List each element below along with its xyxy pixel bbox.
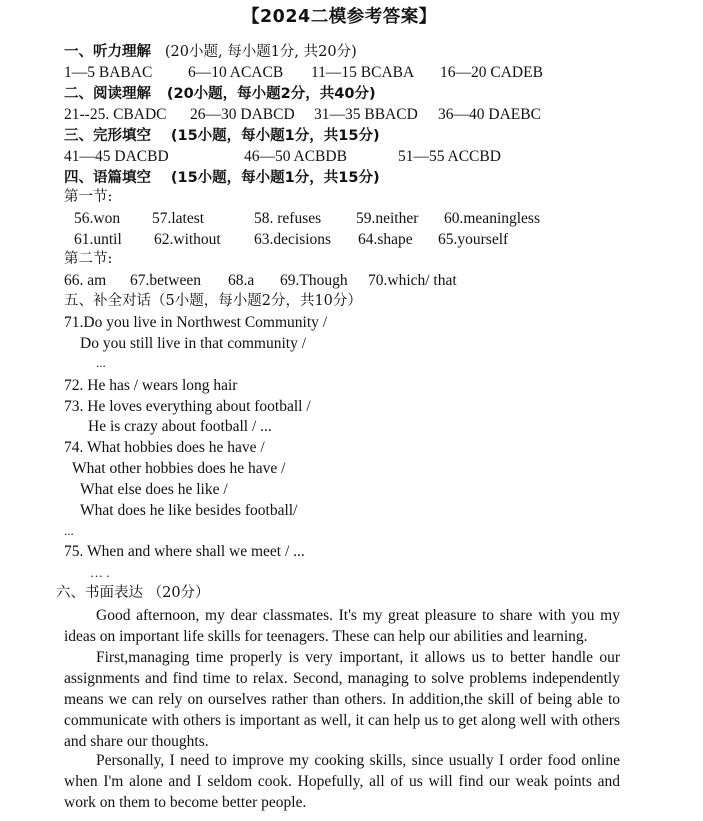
section-heading: 五、补全对话（5小题，每小题2分，共10分） <box>64 293 362 309</box>
section-heading: 三、完形填空 <box>64 128 151 144</box>
answer-item: 70.which/ that <box>368 272 457 289</box>
answer-group: 51—55 ACCBD <box>398 148 501 165</box>
section-heading: 六、书面表达 （20分） <box>56 585 210 601</box>
answer-item: 58. refuses <box>254 210 322 227</box>
dialogue-line: 75. When and where shall we meet / ... <box>64 543 305 560</box>
section-heading: 四、语篇填空 <box>64 170 151 186</box>
section-note: (20小题, 每小题1分, 共20分) <box>164 44 357 60</box>
section-reading <box>64 84 376 104</box>
section-heading: 一、听力理解 <box>64 44 151 60</box>
answer-item: 67.between <box>130 272 202 289</box>
section-note: (15小题，每小题1分，共15分) <box>170 170 380 186</box>
essay-paragraph: Personally, I need to improve my cooking skills, since usually I order food online when I'm alone and I seldom cook. Hopefully, all of us will find our weak points and work on them to become better people. <box>64 752 620 811</box>
essay-paragraph: First,managing time properly is very important, it allows us to better handle our assignments and find time to relax. Second, managing to solve problems independently means we can rely on ourselves rather than others. In addition,the skill of being able to communicate with others is important as well, it can help us to get along well with others and share our thoughts. <box>64 649 620 750</box>
answer-group: 36—40 DAEBC <box>438 106 541 123</box>
answer-group: 41—45 DACBD <box>64 148 169 165</box>
dialogue-line: … . <box>90 565 110 580</box>
answer-item: 62.without <box>154 231 221 248</box>
dialogue-line: 72. He has / wears long hair <box>64 377 238 394</box>
answer-item: 68.a <box>228 272 255 289</box>
answer-group: 16—20 CADEB <box>440 64 543 81</box>
dialogue-line: 73. He loves everything about football / <box>64 398 311 415</box>
answer-item: 69.Though <box>280 272 348 289</box>
answer-group: 26—30 DABCD <box>190 106 295 123</box>
page-title: 【2024二模参考答案】 <box>242 7 437 27</box>
answer-group: 21--25. CBADC <box>64 106 167 123</box>
section-listening <box>64 42 357 62</box>
answer-item: 59.neither <box>356 210 419 227</box>
dialogue-line: He is crazy about football / ... <box>88 418 272 435</box>
dialogue-line: What else does he like / <box>80 481 228 498</box>
section-note: (15小题，每小题1分，共15分) <box>170 128 380 144</box>
section-note: (20小题，每小题2分，共40分) <box>166 86 376 102</box>
answer-item: 56.won <box>74 210 121 227</box>
dialogue-line: What other hobbies does he have / <box>72 460 286 477</box>
answer-item: 60.meaningless <box>444 210 540 227</box>
section-text-completion <box>64 168 380 188</box>
dialogue-line: 71.Do you live in Northwest Community / <box>64 314 328 331</box>
answer-group: 6—10 ACACB <box>188 64 284 81</box>
answer-group: 11—15 BCABA <box>311 64 415 81</box>
answer-item: 64.shape <box>358 231 413 248</box>
answer-item: 61.until <box>74 231 122 248</box>
answer-item: 63.decisions <box>254 231 332 248</box>
answer-group: 31—35 BBACD <box>314 106 418 123</box>
part-label: 第二节: <box>64 251 113 267</box>
dialogue-line: ... <box>64 523 74 538</box>
answer-item: 66. am <box>64 272 107 289</box>
part-label: 第一节: <box>64 189 113 205</box>
section-heading: 二、阅读理解 <box>64 86 151 102</box>
answer-group: 46—50 ACBDB <box>244 148 347 165</box>
answer-item: 65.yourself <box>438 231 509 248</box>
dialogue-line: 74. What hobbies does he have / <box>64 439 265 456</box>
answer-item: 57.latest <box>152 210 205 227</box>
dialogue-line: ... <box>96 355 106 370</box>
section-cloze <box>64 126 380 146</box>
dialogue-line: Do you still live in that community / <box>80 335 307 352</box>
essay-paragraph: Good afternoon, my dear classmates. It's my great pleasure to share with you my ideas on important life skills for teenagers. These can help our abilities and learning. <box>64 607 620 645</box>
answer-group: 1—5 BABAC <box>64 64 153 81</box>
dialogue-line: What does he like besides football/ <box>80 502 298 519</box>
